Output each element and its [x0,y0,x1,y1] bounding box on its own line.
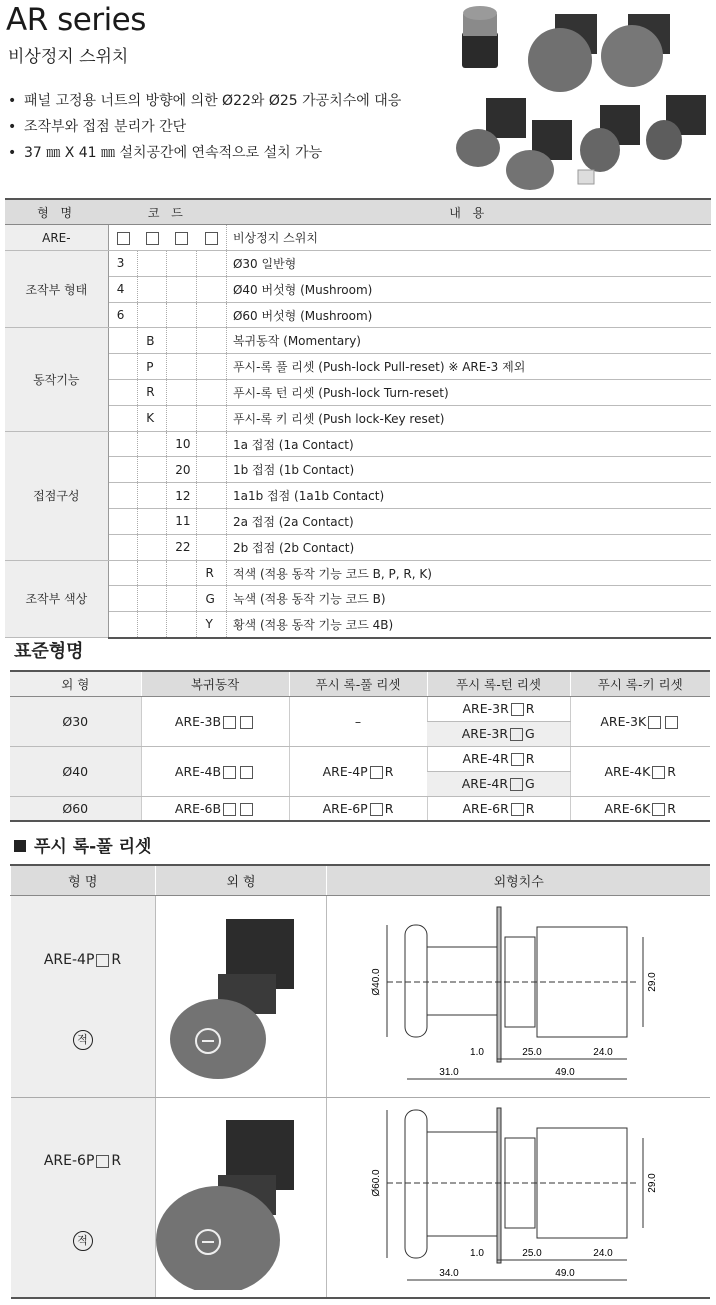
dim-label: 34.0 [439,1267,460,1279]
dim-label: 1.0 [470,1247,485,1259]
code-desc: 푸시-록 키 리셋 (Push lock-Key reset) [226,405,711,431]
dim-label: 24.0 [593,1046,614,1058]
model-suffix: R [525,800,535,816]
table-row [5,405,711,431]
table-row [5,225,711,251]
dimension-drawing [327,897,707,1092]
code-desc: 녹색 (적용 동작 기능 코드 B) [226,586,711,612]
table-row [5,560,711,586]
table-row [5,380,711,406]
code-value: R [197,560,227,586]
code-desc: Ø40 버섯형 (Mushroom) [226,276,711,302]
dim-label: 49.0 [555,1267,576,1279]
code-box [240,716,253,729]
model-suffix: G [525,776,535,791]
table-row [5,302,711,328]
table-row [11,895,711,1097]
dim-label: 24.0 [593,1247,614,1259]
std-header: 복귀동작 [141,671,289,696]
table-row [5,328,711,354]
table-row [11,1097,711,1298]
table-row [5,612,711,638]
code-value: K [138,405,167,431]
code-desc: 황색 (적용 동작 기능 코드 4B) [226,612,711,638]
model-suffix: R [111,952,122,968]
code-desc: 푸시-록 풀 리셋 (Push-lock Pull-reset) ※ ARE-3 제외 [226,354,711,380]
photo-cell [155,1097,327,1298]
red-mark-icon: 적 [73,1030,93,1050]
table-row [5,251,711,277]
code-value: 12 [167,483,197,509]
turn-cell [427,746,570,771]
code-box [648,716,661,729]
dimension-table [10,864,710,1299]
key-cell [570,746,710,796]
momentary-cell [141,746,289,796]
model-cell [11,1097,156,1298]
code-value: 10 [167,431,197,457]
std-header: 외 형 [10,671,141,696]
dimension-drawing [327,1098,707,1293]
code-table [5,198,711,639]
table-row [5,354,711,380]
switch-photo [646,95,706,160]
code-value: B [138,328,167,354]
code-box [652,803,665,816]
model-suffix: R [667,763,676,779]
code-box [510,778,523,791]
section-heading [14,832,151,857]
standard-table-body [10,696,710,821]
code-box [96,1155,109,1168]
model-code: ARE-6P [43,1153,95,1169]
feature-item: • 37 ㎜ X 41 ㎜ 설치공간에 연속적으로 설치 가능 [8,140,401,166]
code-box [223,716,236,729]
code-desc: Ø60 버섯형 (Mushroom) [226,302,711,328]
red-mark-icon: 적 [73,1231,93,1251]
code-value: G [197,586,227,612]
code-value: 20 [167,457,197,483]
model-code: ARE-3R [462,701,509,716]
dim-header: 외형치수 [327,865,710,895]
table-row [5,457,711,483]
feature-item: • 패널 고정용 너트의 방향에 의한 Ø22와 Ø25 가공치수에 대응 [8,88,401,114]
turn-cell [427,696,570,721]
model-code: ARE-3K [600,713,647,729]
model-name [11,952,155,968]
code-value: 4 [108,276,138,302]
model-code: ARE-3R [461,726,509,741]
std-header: 푸시 록-풀 리셋 [289,671,427,696]
model-code: ARE-4K [604,763,651,779]
switch-photo [156,1100,326,1290]
model-name [11,1153,155,1169]
model-code: ARE-6R [462,800,509,816]
code-desc: 1b 접점 (1b Contact) [226,457,711,483]
group-label: 동작기능 [5,328,108,431]
code-value: 22 [167,534,197,560]
model-suffix: R [384,763,394,779]
model-suffix: G [525,726,535,741]
switch-photo [601,14,670,87]
code-value: R [138,380,167,406]
photo-cell [155,895,327,1097]
table-row [5,509,711,535]
model-code: ARE-3B [174,713,222,729]
table-row [5,586,711,612]
model-code: ARE-6P [322,800,368,816]
standard-table [10,670,710,822]
group-label: 접점구성 [5,431,108,560]
code-value: 3 [108,251,138,277]
code-box [652,766,665,779]
turn-cell [427,771,570,796]
height-label: 29.0 [647,971,659,992]
pull-cell [289,746,427,796]
switch-photo [156,899,326,1089]
table-row [10,746,710,771]
code-desc: Ø30 일반형 [226,251,711,277]
diameter-label: Ø40.0 [371,967,383,996]
page-title: AR series [6,2,146,38]
table-row [10,796,710,821]
dim-label: 31.0 [439,1066,460,1078]
model-code: ARE-6K [604,800,651,816]
model-desc: 비상정지 스위치 [226,225,711,251]
code-desc: 복귀동작 (Momentary) [226,328,711,354]
switch-photo [528,14,597,92]
size-cell: Ø30 [10,696,141,746]
code-value: P [138,354,167,380]
code-desc: 1a1b 접점 (1a1b Contact) [226,483,711,509]
momentary-cell [141,796,289,821]
turn-cell [427,796,570,821]
model-suffix: R [111,1153,122,1169]
code-box [223,766,236,779]
drawing-cell [327,1097,710,1298]
model-code: ARE-4P [322,763,368,779]
header-model: 형 명 [5,199,108,225]
model-cell [11,895,156,1097]
dim-header: 형 명 [11,865,156,895]
feature-list [8,88,401,166]
header-desc: 내 용 [226,199,711,225]
model-suffix: R [667,800,676,816]
code-desc: 적색 (적용 동작 기능 코드 B, P, R, K) [226,560,711,586]
model-code: – [354,713,362,729]
table-row [5,534,711,560]
table-row [5,483,711,509]
drawing-cell [327,895,710,1097]
model-code: ARE-4R [462,751,509,766]
page-subtitle: 비상정지 스위치 [8,47,129,67]
table-row [5,276,711,302]
code-box [511,803,524,816]
code-box [175,232,188,245]
group-label: 조작부 형태 [5,251,108,328]
code-box [665,716,678,729]
group-label: 조작부 색상 [5,560,108,637]
turn-cell [427,721,570,746]
section-title: 푸시 록-풀 리셋 [34,837,152,857]
table-row [10,696,710,721]
height-label: 29.0 [647,1172,659,1193]
pull-cell [289,696,427,746]
momentary-cell [141,696,289,746]
square-bullet-icon [14,840,26,852]
table-row [5,431,711,457]
model-suffix: R [525,701,535,716]
switch-photo [462,6,498,68]
code-box [240,803,253,816]
code-value: 6 [108,302,138,328]
switch-photo [578,105,640,184]
code-value: 11 [167,509,197,535]
code-box [205,232,218,245]
code-table-body [5,225,711,638]
model-code: ARE-6B [174,800,222,816]
dim-label: 49.0 [555,1066,576,1078]
key-cell [570,796,710,821]
dimension-table-body [11,895,711,1298]
code-box [96,954,109,967]
code-box [240,766,253,779]
dim-label: 25.0 [522,1046,543,1058]
code-value: Y [197,612,227,638]
model-code: ARE-4R [461,776,509,791]
dim-header: 외 형 [155,865,327,895]
dim-label: 25.0 [522,1247,543,1259]
code-box [511,753,524,766]
pull-cell [289,796,427,821]
header-code: 코 드 [108,199,226,225]
size-cell: Ø60 [10,796,141,821]
code-box [370,803,383,816]
code-desc: 푸시-록 턴 리셋 (Push-lock Turn-reset) [226,380,711,406]
product-photos [450,0,716,195]
code-box [511,703,524,716]
std-header: 푸시 록-키 리셋 [570,671,710,696]
dim-label: 1.0 [470,1046,485,1058]
size-cell: Ø40 [10,746,141,796]
model-prefix: ARE- [5,225,108,251]
key-cell [570,696,710,746]
code-box [146,232,159,245]
model-suffix: R [525,751,535,766]
model-code: ARE-4P [43,952,95,968]
standard-title: 표준형명 [14,641,84,662]
code-box [370,766,383,779]
code-box [510,728,523,741]
code-desc: 1a 접점 (1a Contact) [226,431,711,457]
feature-item: • 조작부와 접점 분리가 간단 [8,114,401,140]
model-code: ARE-4B [174,763,222,779]
diameter-label: Ø60.0 [371,1168,383,1197]
model-suffix: R [384,800,394,816]
code-desc: 2a 접점 (2a Contact) [226,509,711,535]
std-header: 푸시 록-턴 리셋 [427,671,570,696]
code-box [223,803,236,816]
code-desc: 2b 접점 (2b Contact) [226,534,711,560]
code-box [117,232,130,245]
